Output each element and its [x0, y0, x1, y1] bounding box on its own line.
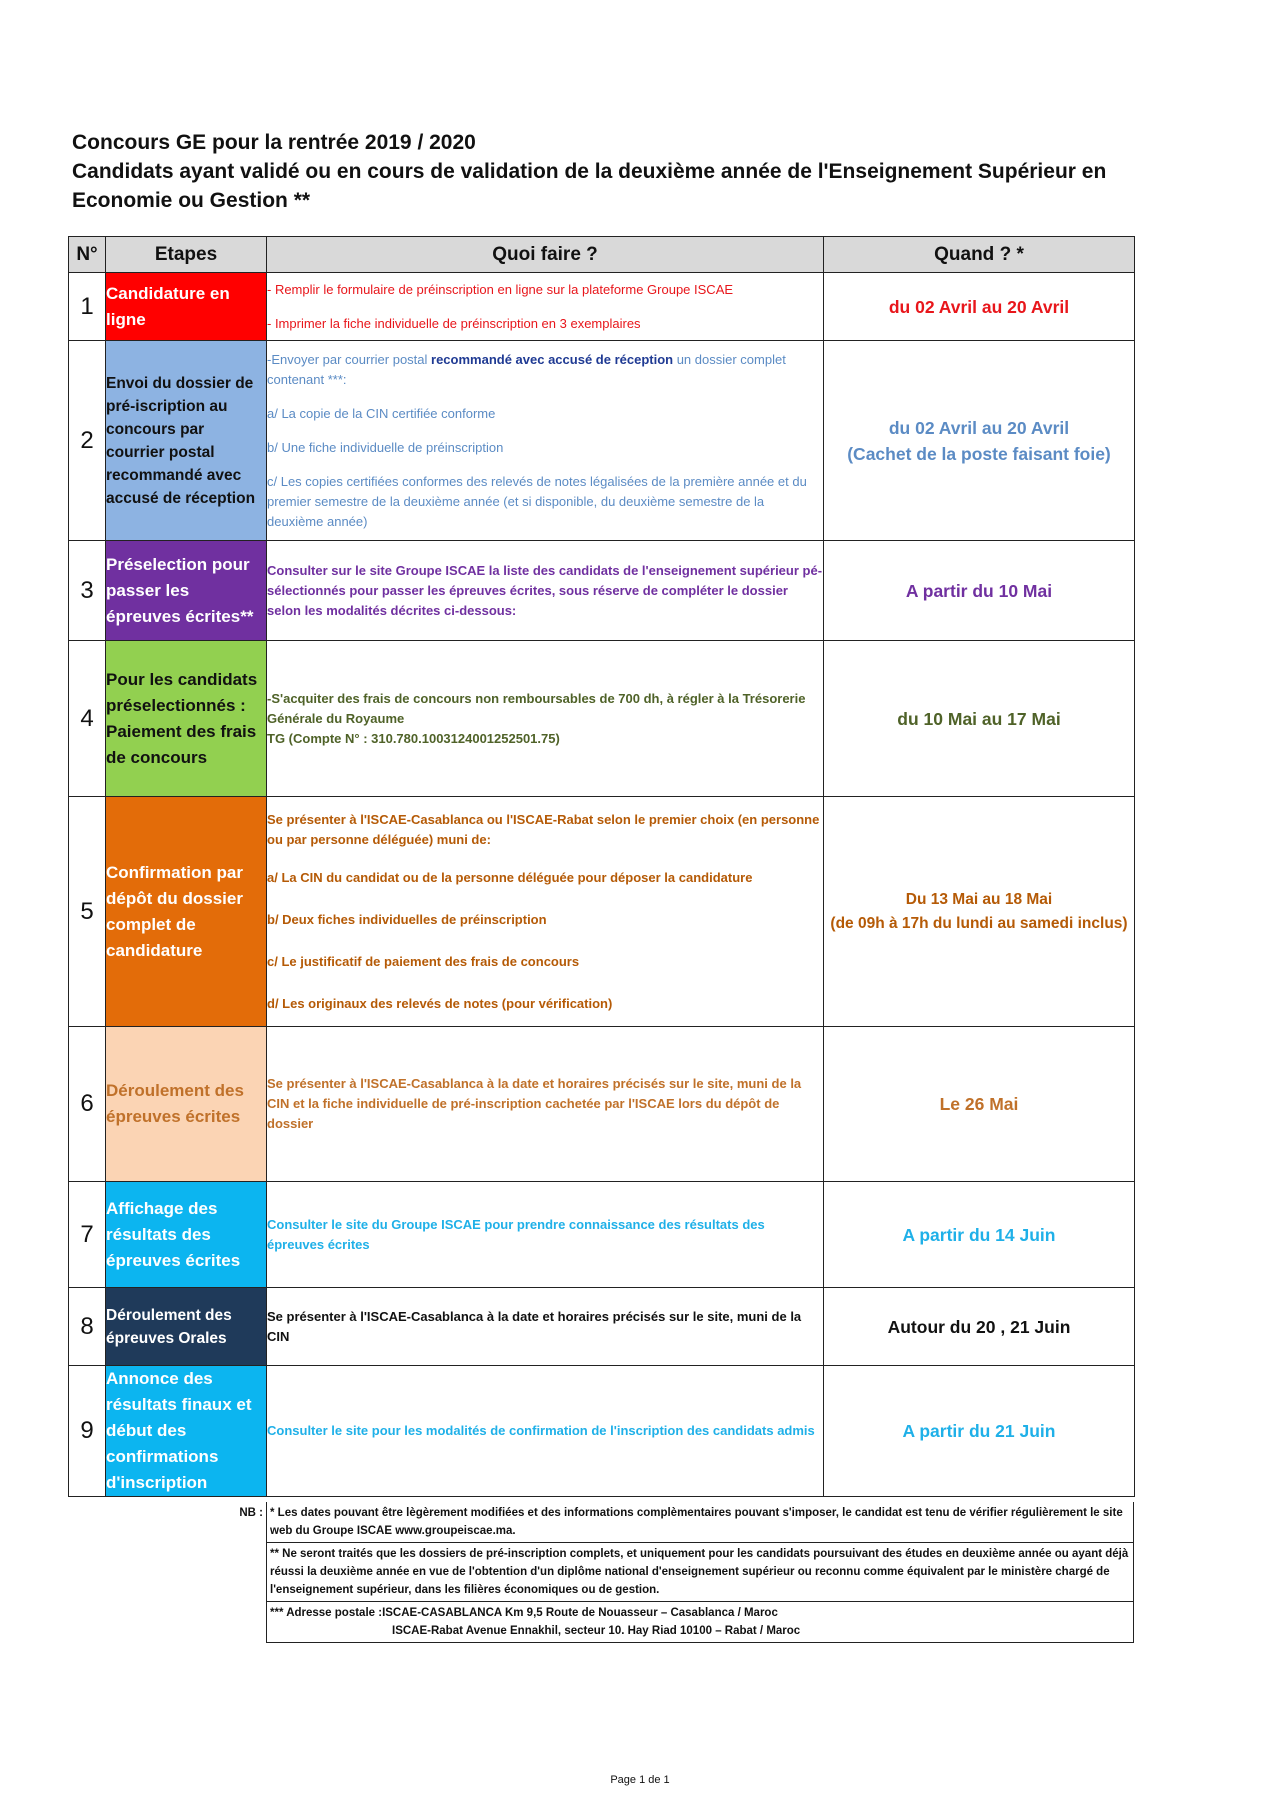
header-quoi: Quoi faire ?	[267, 237, 824, 273]
step-date: du 10 Mai au 17 Mai	[824, 641, 1135, 797]
action-line: Consulter le site pour les modalités de confirmation de l'inscription des candidats admis	[267, 1423, 815, 1438]
row-number: 4	[69, 641, 106, 797]
step-date: Le 26 Mai	[824, 1027, 1135, 1182]
step-label: Préselection pour passer les épreuves écrites**	[106, 541, 267, 641]
step-label: Pour les candidats préselectionnés : Paiement des frais de concours	[106, 641, 267, 797]
date-line: Du 13 Mai au 18 Mai	[905, 890, 1053, 908]
header-quand: Quand ? *	[824, 237, 1135, 273]
header-num: N°	[69, 237, 106, 273]
row-number: 6	[69, 1027, 106, 1182]
step-label: Déroulement des épreuves Orales	[106, 1288, 267, 1366]
table-row	[69, 1366, 1135, 1497]
action-line: b/ Une fiche individuelle de préinscription	[267, 439, 504, 455]
step-action	[267, 1027, 824, 1182]
action-line: - Remplir le formulaire de préinscription en ligne sur la plateforme Groupe ISCAE	[267, 281, 734, 297]
step-date: du 02 Avril au 20 Avril	[824, 273, 1135, 341]
address-casablanca: *** Adresse postale :ISCAE-CASABLANCA Km 9,5 Route de Nouasseur – Casablanca / Maroc	[270, 1607, 778, 1619]
document-title	[72, 128, 1152, 215]
table-row	[69, 1027, 1135, 1182]
action-emphasis: recommandé avec accusé de réception	[431, 351, 674, 367]
row-number: 1	[69, 273, 106, 341]
footnote-3	[267, 1602, 1134, 1643]
step-action	[267, 1288, 824, 1366]
action-line: Se présenter à l'ISCAE-Casablanca à la date et horaires précisés sur le site, muni de la CIN et la fiche individuelle de pré-inscription cachetée par l'ISCAE lors du dépôt de dossier	[267, 1076, 802, 1131]
step-action	[267, 1366, 824, 1497]
row-number: 8	[69, 1288, 106, 1366]
action-intro: -Envoyer par courrier postal	[267, 351, 432, 367]
action-line: b/ Deux fiches individuelles de préinscription	[267, 911, 547, 927]
action-line: -S'acquiter des frais de concours non remboursables de 700 dh, à régler à la Trésorerie Générale du Royaume	[267, 690, 806, 726]
row-number: 2	[69, 341, 106, 541]
table-row	[69, 1182, 1135, 1288]
page-footer: Page 1 de 1	[610, 1774, 670, 1786]
title-line-2: Candidats ayant validé ou en cours de validation de la deuxième année de l'Enseignement Supérieur en Economie ou Gestion **	[72, 160, 1107, 212]
row-number: 3	[69, 541, 106, 641]
table-row	[69, 273, 1135, 341]
action-line: Consulter sur le site Groupe ISCAE la liste des candidats de l'enseignement supérieur pé-sélectionnés pour passer les épreuves écrites, sous réserve de compléter le dossier selon les modalités décrites ci-dessous:	[267, 562, 823, 618]
header-etapes: Etapes	[106, 237, 267, 273]
step-date: A partir du 10 Mai	[824, 541, 1135, 641]
row-number: 5	[69, 797, 106, 1027]
action-line: a/ La copie de la CIN certifiée conforme	[267, 405, 496, 421]
row-number: 9	[69, 1366, 106, 1497]
action-line: a/ La CIN du candidat ou de la personne déléguée pour déposer la candidature	[267, 869, 753, 885]
step-date: A partir du 14 Juin	[824, 1182, 1135, 1288]
footnote-1: * Les dates pouvant être lègèrement modifiées et des informations complèmentaires pouvant s'imposer, le candidat est tenu de vérifier régulièrement le site web du Groupe ISCAE www.groupeiscae.ma.	[267, 1502, 1134, 1543]
step-action	[267, 541, 824, 641]
step-action	[267, 273, 824, 341]
table-row	[69, 341, 1135, 541]
footnote-2: ** Ne seront traités que les dossiers de pré-inscription complets, et uniquement pour les candidats poursuivant des études en deuxième année ou ayant déjà réussi la deuxième année en vue de l'obtention d'un diplôme national d'enseignement supérieur ou reconnu comme équivalent par le ministère chargé de l'enseignement supérieur, dans les filières économiques ou de gestion.	[267, 1543, 1134, 1602]
row-number: 7	[69, 1182, 106, 1288]
step-action	[267, 641, 824, 797]
schedule-table	[68, 236, 1135, 1497]
table-row	[69, 641, 1135, 797]
notes-label: NB :	[239, 1507, 263, 1519]
step-label: Annonce des résultats finaux et début des confirmations d'inscription	[106, 1366, 267, 1497]
date-line: (Cachet de la poste faisant foie)	[847, 443, 1111, 464]
action-line: Se présenter à l'ISCAE-Casablanca à la date et horaires précisés sur le site, muni de la CIN	[267, 1308, 802, 1344]
action-line: c/ Les copies certifiées conformes des relevés de notes légalisées de la première année et du premier semestre de la deuxième année (et si disponible, du deuxième semestre de la deuxième année)	[267, 473, 807, 529]
step-action	[267, 341, 824, 541]
table-row	[69, 1288, 1135, 1366]
step-label: Affichage des résultats des épreuves écrites	[106, 1182, 267, 1288]
action-line: c/ Le justificatif de paiement des frais de concours	[267, 953, 580, 969]
footnotes	[68, 1502, 1134, 1643]
step-label: Envoi du dossier de pré-iscription au concours par courrier postal recommandé avec accusé de réception	[106, 341, 267, 541]
date-line: (de 09h à 17h du lundi au samedi inclus)	[830, 914, 1128, 932]
table-header-row	[69, 237, 1135, 273]
address-rabat: ISCAE-Rabat Avenue Ennakhil, secteur 10. Hay Riad 10100 – Rabat / Maroc	[392, 1625, 801, 1637]
step-label: Déroulement des épreuves écrites	[106, 1027, 267, 1182]
date-line: du 02 Avril au 20 Avril	[888, 417, 1070, 438]
step-label: Candidature en ligne	[106, 273, 267, 341]
step-action	[267, 797, 824, 1027]
step-date	[824, 797, 1135, 1027]
step-date: A partir du 21 Juin	[824, 1366, 1135, 1497]
action-line: d/ Les originaux des relevés de notes (pour vérification)	[267, 995, 613, 1011]
step-date	[824, 341, 1135, 541]
step-label: Confirmation par dépôt du dossier complet de candidature	[106, 797, 267, 1027]
action-line: TG (Compte N° : 310.780.1003124001252501.75)	[267, 730, 560, 746]
action-line: Se présenter à l'ISCAE-Casablanca ou l'ISCAE-Rabat selon le premier choix (en personne ou par personne déléguée) muni de:	[267, 811, 820, 847]
table-row	[69, 797, 1135, 1027]
title-line-1: Concours GE pour la rentrée 2019 / 2020	[72, 131, 476, 154]
action-after: un dossier complet contenant ***:	[267, 351, 786, 387]
step-date: Autour du 20 , 21 Juin	[824, 1288, 1135, 1366]
action-line: - Imprimer la fiche individuelle de préinscription en 3 exemplaires	[267, 315, 641, 331]
action-line: Consulter le site du Groupe ISCAE pour prendre connaissance des résultats des épreuves écrites	[267, 1216, 765, 1252]
action-line	[267, 350, 823, 390]
step-action	[267, 1182, 824, 1288]
table-row	[69, 541, 1135, 641]
